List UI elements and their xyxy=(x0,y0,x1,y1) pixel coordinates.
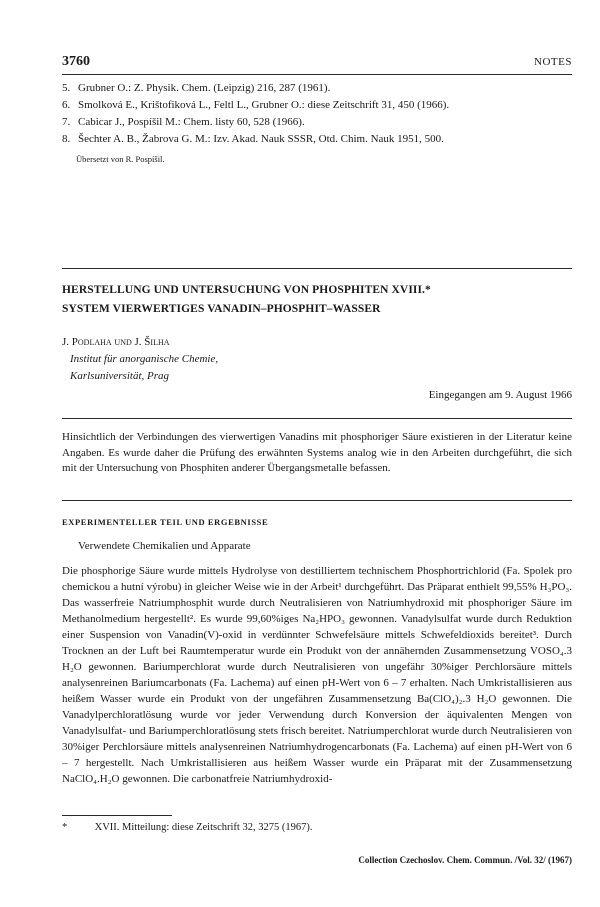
section-heading: EXPERIMENTELLER TEIL UND ERGEBNISSE xyxy=(62,517,269,527)
reference-item: 5. Grubner O.: Z. Physik. Chem. (Leipzig) 216, 287 (1961). xyxy=(62,82,331,94)
body-text xyxy=(62,563,572,787)
footnote-rule xyxy=(62,815,172,816)
article-authors: J. Podlaha und J. Šilha xyxy=(62,336,170,348)
received-date: Eingegangen am 9. August 1966 xyxy=(428,389,572,401)
body-paragraph: Die phosphorige Säure wurde mittels Hydrolyse von destilliertem technischem Phosphortrichlorid (Fa. Spolek pro chemickou a hutní výrobu) in gleicher Weise wie in der Arbeit¹ durchgeführt. Das Präparat enthielt 99,55% H₃PO₃. Das wasserfreie Natriumphosphit wurde durch Neutralisieren von Natriumhydroxid mit phosphoriger Säure im Methanolmedium hergestellt². Es wurde 99,60%iges Na₂HPO₃ gewonnen. Vanadylsulfat wurde durch Reduktion einer Suspension von Vanadin(V)-oxid in verdünnter Schwefelsäure mittels Schwefeldioxids bereitet³. Durch Trocknen an der Luft bei Raumtemperatur wurde ein Produkt von der annähernden Zusammensetzung VOSO₄.3 H₂O gewonnen. Bariumperchlorat wurde durch Neutralisieren von ungefähr 30%iger Perchlorsäure mittels analysenreinen Bariumcarbonats (Fa. Lachema) auf einen pH-Wert von 6 – 7 erhalten. Nach Umkristallisieren aus heißem Wasser wurde ein Produkt von der ungefähren Zusammensetzung Ba(ClO₄)₂.3 H₂O gewonnen. Die Vanadylperchloratlösung wurde vor jeder Verwendung durch Konversion der äquivalenten Mengen von Vanadylsulfat- und Bariumperchloratlösung stets frisch bereitet. Natriumperchlorat wurde durch Neutralisieren von 30%iger Perchlorsäure mittels analysenreinen Natriumhydrogencarbonats (Fa. Lachema) auf einen pH-Wert von 6 – 7 hergestellt. Nach Umkristallisieren aus heißem Wasser wurde ein Präparat mit der Zusammensetzung NaClO₄.H₂O gewonnen. Die carbonatfreie Natriumhydroxid- xyxy=(62,565,572,785)
subsection-heading: Verwendete Chemikalien und Apparate xyxy=(78,540,251,552)
section-label: NOTES xyxy=(534,56,572,68)
page-header xyxy=(62,54,572,74)
page-number: 3760 xyxy=(62,54,90,69)
abstract-bottom-rule xyxy=(62,500,572,501)
institute-line1: Institut für anorganische Chemie, xyxy=(70,353,219,365)
header-rule xyxy=(62,74,572,75)
institute-line2: Karlsuniversität, Prag xyxy=(70,370,170,382)
reference-item: 6. Smolková E., Krištofiková L., Feltl L., Grubner O.: diese Zeitschrift 31, 450 (1966). xyxy=(62,99,450,111)
article-title-line2: SYSTEM VIERWERTIGES VANADIN–PHOSPHIT–WASSER xyxy=(62,303,381,315)
journal-footer: Collection Czechoslov. Chem. Commun. /Vol. 32/ (1967) xyxy=(358,855,572,865)
footnote-mark: * xyxy=(62,822,68,833)
reference-list xyxy=(62,80,572,148)
article-top-rule xyxy=(62,268,572,269)
translator-note: Übersetzt von R. Pospíšil. xyxy=(76,154,165,164)
reference-item: 8. Šechter A. B., Žabrova G. M.: Izv. Akad. Nauk SSSR, Otd. Chim. Nauk 1951, 500. xyxy=(62,133,444,145)
footnote xyxy=(62,822,312,833)
footnote-text: XVII. Mitteilung: diese Zeitschrift 32, 3275 (1967). xyxy=(94,822,313,833)
abstract-text: Hinsichtlich der Verbindungen des vierwertigen Vanadins mit phosphoriger Säure existieren in der Literatur keine Angaben. Es wurde daher die Prüfung des erwähnten Systems analog wie in den Arbeiten durchgeführt, die sich mit der Untersuchung von Phosphiten anderer Übergangsmetalle befassen. xyxy=(62,431,572,474)
article-title-line1: HERSTELLUNG UND UNTERSUCHUNG VON PHOSPHITEN XVIII.* xyxy=(62,284,431,296)
abstract-top-rule xyxy=(62,418,572,419)
reference-item: 7. Cabicar J., Pospíšil M.: Chem. listy 60, 528 (1966). xyxy=(62,116,305,128)
